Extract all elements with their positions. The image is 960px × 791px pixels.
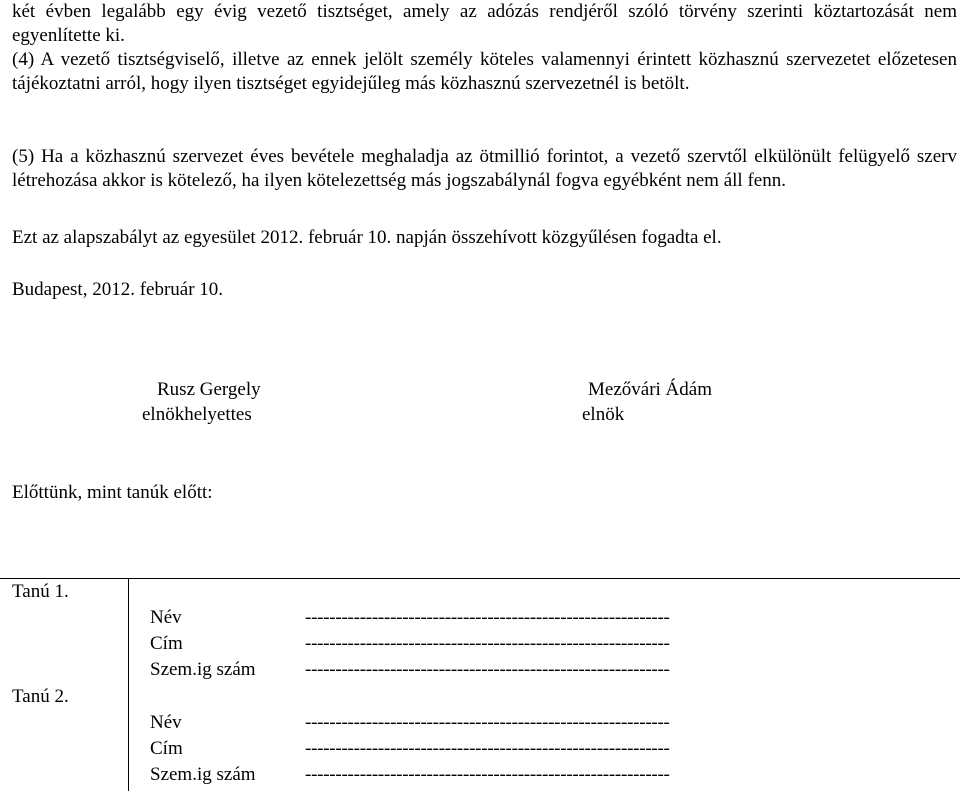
paragraph-4: (4) A vezető tisztségviselő, illetve az ennek jelölt személy köteles valamennyi érintett közhasznú szervezetet előzetesen tájékoztatni arról, hogy ilyen tisztséget egyidejűleg más közhasznú szervezetnél is betölt. [12, 49, 957, 95]
place-and-date: Budapest, 2012. február 10. [12, 279, 224, 300]
signatory-title: elnökhelyettes [142, 404, 252, 425]
adoption-statement: Ezt az alapszabályt az egyesület 2012. február 10. napján összehívott közgyűlésen fogadta el. [12, 227, 722, 248]
table-top-border [0, 578, 960, 579]
witness-2-label: Tanú 2. [12, 686, 69, 707]
witness-intro: Előttünk, mint tanúk előtt: [12, 482, 213, 503]
witness-2-id-label: Szem.ig szám [150, 764, 256, 785]
witness-2-address-label: Cím [150, 738, 183, 759]
signatory-name: Rusz Gergely [157, 379, 261, 400]
signatory-title: elnök [582, 404, 625, 425]
witness-2-id-line: ------------------------------------------------------------ [305, 764, 670, 785]
witness-1-label: Tanú 1. [12, 581, 69, 602]
witness-1-address-line: ------------------------------------------------------------ [305, 633, 670, 654]
witness-2-name-label: Név [150, 712, 182, 733]
witness-1-address-label: Cím [150, 633, 183, 654]
witness-2-address-line: ------------------------------------------------------------ [305, 738, 670, 759]
table-column-divider [128, 578, 129, 791]
paragraph-continuation: két évben legalább egy évig vezető tisztséget, amely az adózás rendjéről szóló törvény szerinti köztartozását nem egyenlítette ki. [12, 1, 957, 47]
signatory-name: Mezővári Ádám [588, 379, 712, 400]
witness-1-id-line: ------------------------------------------------------------ [305, 659, 670, 680]
witness-1-id-label: Szem.ig szám [150, 659, 256, 680]
paragraph-5: (5) Ha a közhasznú szervezet éves bevétele meghaladja az ötmillió forintot, a vezető szervtől elkülönült felügyelő szerv létrehozása akkor is kötelező, ha ilyen kötelezettség más jogszabálynál fogva egyébként nem áll fenn. [12, 146, 957, 192]
witness-1-name-line: ------------------------------------------------------------ [305, 607, 670, 628]
witness-1-name-label: Név [150, 607, 182, 628]
witness-2-name-line: ------------------------------------------------------------ [305, 712, 670, 733]
